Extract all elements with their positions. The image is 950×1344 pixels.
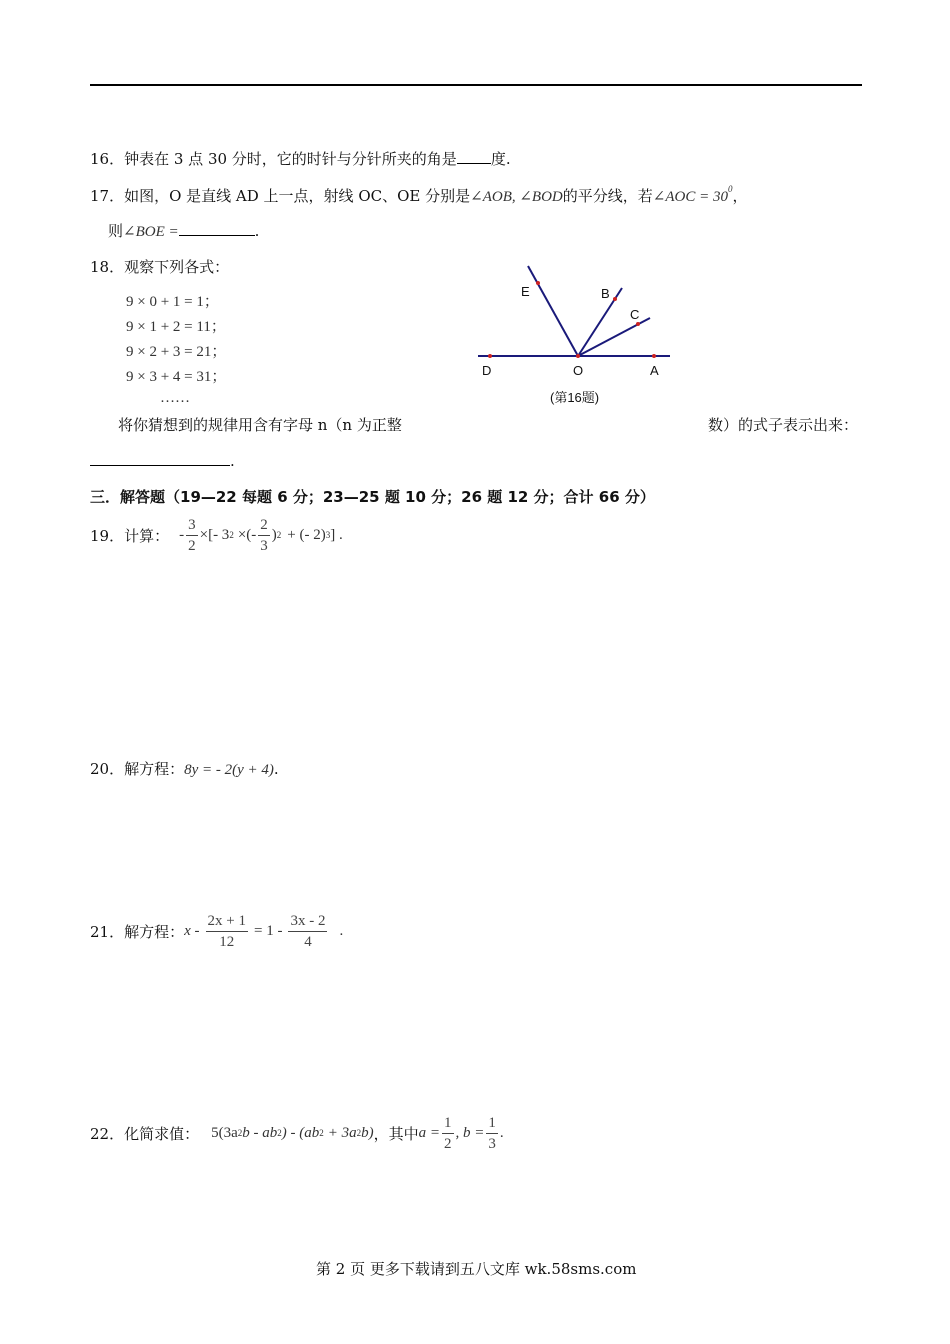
label-c: C	[630, 307, 640, 322]
point-e	[536, 281, 540, 285]
point-a	[652, 354, 656, 358]
header-rule	[90, 84, 862, 86]
point-c	[636, 322, 640, 326]
point-d	[488, 354, 492, 358]
answer-blank-18[interactable]	[90, 465, 230, 466]
figure-caption: (第16题)	[550, 390, 600, 405]
question-18: 18．观察下列各式：	[90, 258, 230, 276]
fraction-a-value: $\frac{1}{2}$	[444, 1114, 452, 1152]
label-e: E	[521, 284, 530, 299]
label-d: D	[482, 363, 492, 378]
formula-ellipsis: ……	[160, 390, 190, 406]
question-17-line2: 则∠BOE = .	[108, 222, 260, 240]
point-b	[613, 297, 617, 301]
answer-blank-17[interactable]	[179, 235, 255, 236]
ray-oe	[528, 266, 578, 356]
page-footer: 第 2 页 更多下载请到五八文库 wk.58sms.com	[316, 1260, 637, 1278]
fraction-3x-minus-2-over-4: $\frac{3x - 2}{4}$	[290, 912, 326, 950]
question-20: 20．解方程：8y = - 2(y + 4).	[90, 760, 279, 778]
question-16: 16．钟表在 3 点 30 分时，它的时针与分针所夹的角是 度.	[90, 150, 511, 168]
answer-blank-16[interactable]	[457, 163, 491, 164]
formula-4: 9 × 3 + 4 = 31；	[126, 369, 227, 385]
label-a: A	[650, 363, 659, 378]
formula-3: 9 × 2 + 3 = 21；	[126, 344, 227, 360]
fraction-3-over-2: $\frac{3}{2}$	[188, 516, 196, 554]
question-18-answer: .	[90, 452, 235, 470]
fraction-b-value: $\frac{1}{3}$	[488, 1114, 496, 1152]
angle-aoc: ∠AOC = $30^0$	[652, 184, 733, 205]
question-17: 17．如图，O 是直线 AD 上一点，射线 OC、OE 分别是∠AOB, ∠BOD的平分线，若∠AOC = $30^0$，	[90, 184, 748, 205]
question-18-prompt-left: 将你猜想到的规律用含有字母 n（n 为正整	[118, 416, 402, 434]
question-19: 19． 计算： - $\frac{3}{2}$ ×[- 3 2 ×(- $\frac{2}{3}$ ) 2 + (- 2) 3 ] .	[90, 516, 343, 554]
section-3-heading: 三．解答题（19—22 每题 6 分；23—25 题 10 分；26 题 12 分；合计 66 分）	[90, 488, 655, 506]
formula-2: 9 × 1 + 2 = 11；	[126, 319, 226, 335]
angle-figure	[470, 258, 690, 410]
formula-1: 9 × 0 + 1 = 1；	[126, 294, 219, 310]
point-o	[576, 354, 580, 358]
label-b: B	[601, 286, 610, 301]
question-21: 21． 解方程： x - $\frac{2x + 1}{12}$ = 1 - $\frac{3x - 2}{4}$ .	[90, 912, 344, 950]
fraction-2-over-3: $\frac{2}{3}$	[260, 516, 268, 554]
question-22: 22． 化简求值： 5(3a 2 b - ab 2 ) - (ab 2 + 3a 2 b) ，其中 a = $\frac{1}{2}$ , b = $\frac{1}{3}$ .	[90, 1114, 504, 1152]
fraction-2x-plus-1-over-12: $\frac{2x + 1}{12}$	[207, 912, 246, 950]
question-18-prompt-right: 数）的式子表示出来：	[708, 416, 859, 434]
label-o: O	[573, 363, 584, 378]
